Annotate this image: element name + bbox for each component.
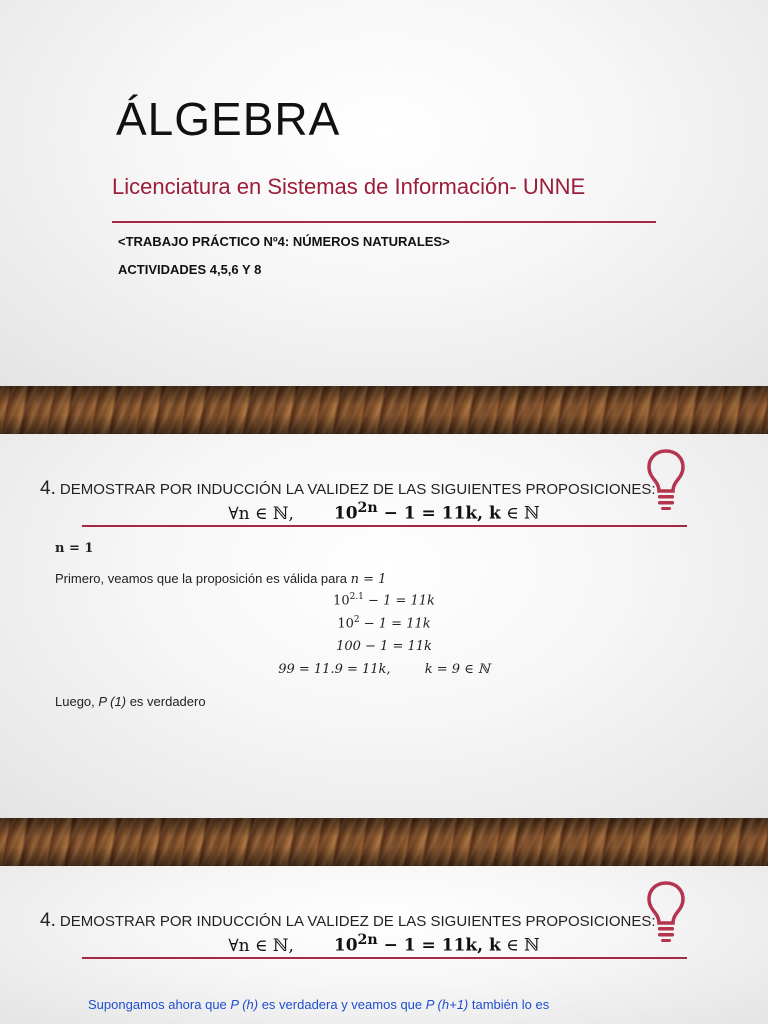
problem-heading — [40, 910, 656, 932]
equation-2 — [0, 615, 768, 631]
base-case-slide — [0, 434, 768, 818]
proposition-formula — [0, 932, 768, 956]
problem-number: 4. — [40, 910, 56, 931]
proposition-formula — [0, 500, 768, 524]
eq2-base: 10 — [337, 616, 354, 632]
eq1-base: 10 — [333, 593, 350, 609]
inductive-step-slide — [0, 866, 768, 1024]
eq4-right: k = 9 ∈ ℕ — [424, 662, 490, 677]
conclusion-suffix: es verdadero — [126, 694, 206, 709]
problem-heading — [40, 478, 656, 500]
conclusion-prefix: Luego, — [55, 694, 99, 709]
equation-3: 100 − 1 = 11k — [336, 639, 432, 654]
conclusion-proposition: P (1) — [98, 694, 127, 709]
divider — [82, 525, 687, 527]
divider — [82, 957, 687, 959]
formula-quantifier: ∀n ∈ ℕ, — [228, 935, 294, 956]
eq1-rest: − 1 = 11k — [363, 593, 435, 609]
wood-floor-separator — [0, 818, 768, 866]
practical-work-title: <TRABAJO PRÁCTICO Nº4: NÚMEROS NATURALES> — [118, 234, 450, 249]
eq2-rest: − 1 = 11k — [359, 616, 431, 632]
page-title: ÁLGEBRA — [116, 93, 341, 145]
equation-1 — [0, 592, 768, 608]
intro-variable: n = 1 — [350, 572, 387, 587]
formula-set: ∈ ℕ — [500, 935, 540, 956]
formula-base: 10 — [333, 935, 358, 956]
eq1-exponent: 2.1 — [349, 592, 364, 602]
hypothesis-text-b: es verdadera y veamos que — [258, 997, 426, 1012]
problem-statement: DEMOSTRAR POR INDUCCIÓN LA VALIDEZ DE LAS SIGUIENTES PROPOSICIONES: — [59, 481, 656, 498]
wood-floor-separator — [0, 386, 768, 434]
divider — [112, 221, 656, 223]
inductive-hypothesis — [88, 997, 549, 1012]
hypothesis-ph1: P (h+1) — [425, 997, 469, 1012]
intro-line — [55, 571, 386, 587]
intro-text: Primero, veamos que la proposición es válida para — [55, 571, 347, 586]
subtitle: Licenciatura en Sistemas de Información- UNNE — [112, 174, 586, 199]
equation-4 — [0, 662, 768, 677]
eq4-left: 99 = 11.9 = 11k, — [278, 662, 391, 677]
hypothesis-text-c: también lo es — [468, 997, 550, 1012]
case-label: n = 1 — [55, 541, 94, 556]
formula-rest: − 1 = 11k, k — [377, 503, 501, 524]
activities-label: ACTIVIDADES 4,5,6 Y 8 — [118, 262, 262, 277]
hypothesis-ph: P (h) — [230, 997, 259, 1012]
formula-base: 10 — [333, 503, 358, 524]
eq2-exponent: 2 — [353, 615, 360, 625]
hypothesis-text-a: Supongamos ahora que — [88, 997, 231, 1012]
formula-exponent: 2n — [357, 932, 378, 948]
conclusion — [55, 694, 206, 709]
problem-number: 4. — [40, 478, 56, 499]
formula-set: ∈ ℕ — [500, 503, 540, 524]
formula-exponent: 2n — [357, 500, 378, 516]
problem-statement: DEMOSTRAR POR INDUCCIÓN LA VALIDEZ DE LAS SIGUIENTES PROPOSICIONES: — [59, 913, 656, 930]
title-slide — [0, 0, 768, 386]
formula-rest: − 1 = 11k, k — [377, 935, 501, 956]
formula-quantifier: ∀n ∈ ℕ, — [228, 503, 294, 524]
